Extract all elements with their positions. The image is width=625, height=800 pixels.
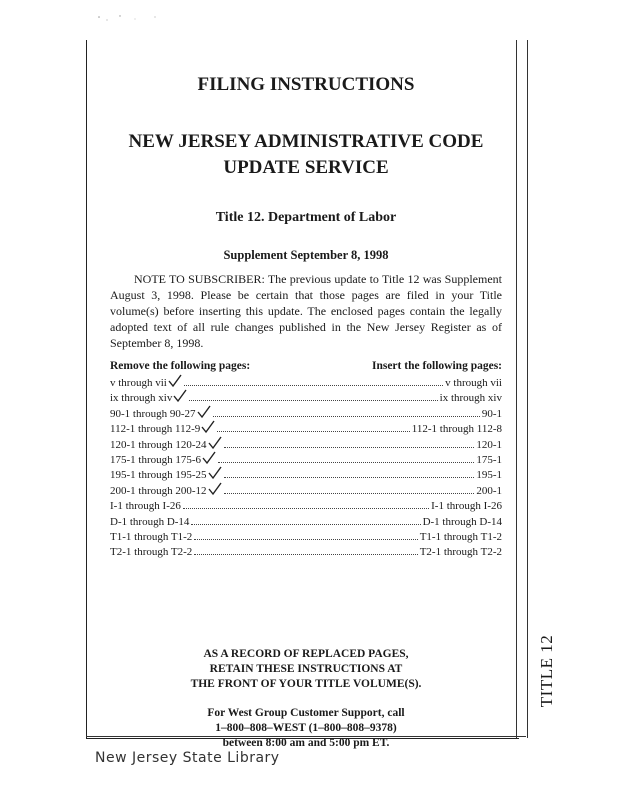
document-body	[110, 74, 502, 751]
library-stamp: New Jersey State Library	[95, 750, 280, 766]
subscriber-note: NOTE TO SUBSCRIBER: The previous update to Title 12 was Supplement August 3, 1998. Please be certain that those pages are filed in your Title volume(s) before inserting this update. The enclosed pages contain the legally adopted text of all rule changes published in the New Jersey Register as of September 8, 1998.	[110, 272, 502, 350]
insert-pages: T2-1 through T2-2	[419, 546, 502, 559]
record-line-1: AS A RECORD OF REPLACED PAGES,	[203, 647, 409, 660]
page-row	[110, 438, 502, 453]
leader-dots	[213, 416, 480, 417]
page-row	[110, 407, 502, 422]
insert-pages: 90-1	[481, 407, 502, 420]
remove-pages: ix through xiv	[110, 392, 173, 405]
checkmark-icon	[168, 376, 182, 386]
insert-header: Insert the following pages:	[371, 360, 502, 372]
scan-specks	[95, 12, 175, 30]
leader-dots	[217, 431, 410, 432]
support-line-1: For West Group Customer Support, call	[207, 706, 405, 719]
page-row	[110, 484, 502, 499]
insert-pages: I-1 through I-26	[431, 500, 502, 513]
checkmark-icon	[208, 484, 222, 494]
page-row	[110, 530, 502, 545]
remove-pages: D-1 through D-14	[110, 515, 190, 528]
insert-pages: D-1 through D-14	[422, 515, 502, 528]
support-line-3: between 8:00 am and 5:00 pm ET.	[222, 736, 390, 749]
record-line-3: THE FRONT OF YOUR TITLE VOLUME(S).	[190, 677, 422, 690]
remove-pages: 195-1 through 195-25	[110, 469, 207, 482]
insert-pages: 200-1	[476, 484, 502, 497]
checkmark-icon	[201, 422, 215, 432]
insert-pages: ix through xiv	[439, 392, 502, 405]
page-row	[110, 515, 502, 530]
remove-pages: 112-1 through 112-9	[110, 423, 201, 436]
checkmark-icon	[208, 438, 222, 448]
title-tab	[536, 636, 558, 706]
page-row	[110, 453, 502, 468]
leader-dots	[218, 462, 474, 463]
leader-dots	[184, 385, 443, 386]
insert-pages: 195-1	[476, 469, 502, 482]
remove-pages: I-1 through I-26	[110, 500, 181, 513]
remove-pages: T1-1 through T1-2	[110, 531, 193, 544]
insert-pages: 112-1 through 112-8	[411, 423, 502, 436]
insert-pages: v through vii	[445, 377, 502, 389]
page-row	[110, 376, 502, 391]
remove-header: Remove the following pages:	[110, 360, 251, 372]
leader-dots	[224, 477, 475, 478]
leader-dots	[194, 554, 417, 555]
checkmark-icon	[197, 407, 211, 417]
document-title: FILING INSTRUCTIONS	[197, 74, 415, 95]
page-row	[110, 391, 502, 406]
title-tab-label: TITLE 12	[537, 634, 557, 708]
record-line-2: RETAIN THESE INSTRUCTIONS AT	[209, 662, 403, 675]
page-row	[110, 499, 502, 514]
insert-pages: 120-1	[476, 438, 502, 451]
leader-dots	[191, 524, 420, 525]
insert-pages: T1-1 through T1-2	[419, 531, 502, 544]
page-list	[110, 376, 502, 561]
remove-pages: 175-1 through 175-6	[110, 454, 202, 467]
remove-pages: 200-1 through 200-12	[110, 484, 207, 497]
remove-pages: v through vii	[110, 377, 167, 389]
page-row	[110, 545, 502, 560]
support-line-2: 1–800–808–WEST (1–800–808–9378)	[215, 721, 397, 734]
tab-strip	[516, 40, 528, 738]
leader-dots	[194, 539, 417, 540]
checkmark-icon	[202, 453, 216, 463]
checkmark-icon	[208, 468, 222, 478]
remove-pages: T2-1 through T2-2	[110, 546, 193, 559]
remove-pages: 120-1 through 120-24	[110, 438, 207, 451]
heading-line-1: NEW JERSEY ADMINISTRATIVE CODE	[128, 131, 484, 152]
leader-dots	[224, 447, 475, 448]
column-headers	[110, 360, 502, 372]
insert-pages: 175-1	[476, 454, 502, 467]
page-row	[110, 422, 502, 437]
department-title: Title 12. Department of Labor	[215, 210, 397, 225]
leader-dots	[189, 400, 437, 401]
checkmark-icon	[173, 391, 187, 401]
page-row	[110, 468, 502, 483]
supplement-date: Supplement September 8, 1998	[223, 248, 389, 262]
heading-line-2: UPDATE SERVICE	[223, 157, 389, 178]
leader-dots	[224, 493, 475, 494]
remove-pages: 90-1 through 90-27	[110, 407, 196, 420]
leader-dots	[183, 508, 429, 509]
